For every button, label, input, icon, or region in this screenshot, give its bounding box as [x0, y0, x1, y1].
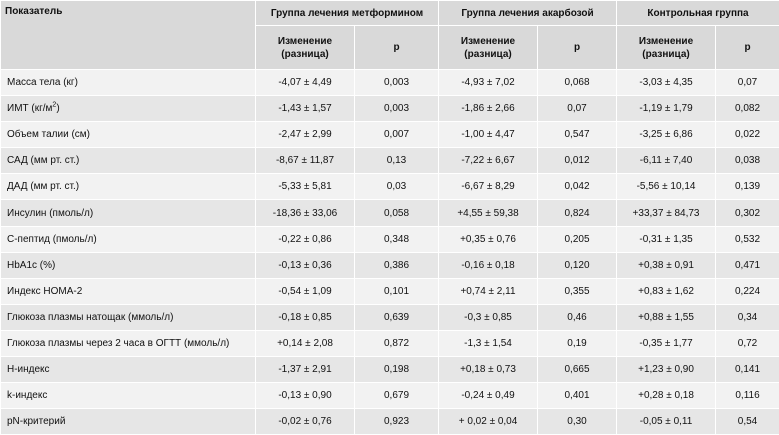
- change-cell: -1,86 ± 2,66: [439, 96, 538, 122]
- p-value-cell: 0,665: [538, 357, 617, 383]
- change-cell: +0,28 ± 0,18: [617, 383, 716, 409]
- p-value-cell: 0,639: [355, 304, 439, 330]
- row-label: [1, 96, 256, 122]
- row-label: [1, 122, 256, 148]
- change-cell: -5,33 ± 5,81: [256, 174, 355, 200]
- change-cell: +0,83 ± 1,62: [617, 278, 716, 304]
- change-cell: +1,23 ± 0,90: [617, 357, 716, 383]
- row-label-text: pN-критерий: [7, 416, 65, 427]
- row-label-text: Глюкоза плазмы натощак (ммоль/л): [7, 312, 173, 323]
- table-row: [1, 148, 779, 174]
- p-value-cell: 0,355: [538, 278, 617, 304]
- row-label: [1, 174, 256, 200]
- p-value-cell: 0,003: [355, 96, 439, 122]
- p-value-cell: 0,386: [355, 252, 439, 278]
- table-row: [1, 409, 779, 435]
- row-label-text: HbA1c (%): [7, 260, 55, 271]
- p-value-cell: 0,401: [538, 383, 617, 409]
- table-row: [1, 252, 779, 278]
- p-value-cell: 0,923: [355, 409, 439, 435]
- row-label-text: H-индекс: [7, 364, 50, 375]
- change-cell: -0,3 ± 0,85: [439, 304, 538, 330]
- p-value-cell: 0,54: [716, 409, 779, 435]
- p-value-cell: 0,824: [538, 200, 617, 226]
- p-value-cell: 0,07: [538, 96, 617, 122]
- row-label: [1, 357, 256, 383]
- p-value-cell: 0,348: [355, 226, 439, 252]
- table-header: [1, 1, 779, 70]
- change-cell: -6,67 ± 8,29: [439, 174, 538, 200]
- row-label-text: С-пептид (пмоль/л): [7, 234, 97, 245]
- p-value-cell: 0,19: [538, 330, 617, 356]
- row-label: [1, 148, 256, 174]
- change-cell: -2,47 ± 2,99: [256, 122, 355, 148]
- change-cell: +33,37 ± 84,73: [617, 200, 716, 226]
- row-label-superscript: 2: [52, 102, 56, 109]
- p-value-cell: 0,141: [716, 357, 779, 383]
- row-label: [1, 304, 256, 330]
- p-value-cell: 0,03: [355, 174, 439, 200]
- row-label: [1, 200, 256, 226]
- change-cell: -0,24 ± 0,49: [439, 383, 538, 409]
- change-cell: -18,36 ± 33,06: [256, 200, 355, 226]
- change-cell: -1,19 ± 1,79: [617, 96, 716, 122]
- p-value-cell: 0,471: [716, 252, 779, 278]
- table-row: [1, 96, 779, 122]
- group-header-control: Контрольная группа: [617, 1, 779, 26]
- p-value-cell: 0,679: [355, 383, 439, 409]
- indicator-header: Показатель: [1, 1, 256, 70]
- change-cell: +0,14 ± 2,08: [256, 330, 355, 356]
- table-row: [1, 383, 779, 409]
- row-label: [1, 330, 256, 356]
- change-cell: -5,56 ± 10,14: [617, 174, 716, 200]
- p-value-cell: 0,34: [716, 304, 779, 330]
- change-cell: -0,35 ± 1,77: [617, 330, 716, 356]
- p-header: p: [355, 26, 439, 70]
- change-cell: -1,3 ± 1,54: [439, 330, 538, 356]
- group-header-acarbose: Группа лечения акарбозой: [439, 1, 617, 26]
- p-value-cell: 0,07: [716, 70, 779, 96]
- row-label-text: ИМТ (кг/м: [7, 103, 52, 114]
- p-value-cell: 0,012: [538, 148, 617, 174]
- row-label: [1, 383, 256, 409]
- row-label: [1, 278, 256, 304]
- change-cell: -0,54 ± 1,09: [256, 278, 355, 304]
- p-value-cell: 0,532: [716, 226, 779, 252]
- change-cell: -0,02 ± 0,76: [256, 409, 355, 435]
- table-row: [1, 70, 779, 96]
- p-value-cell: 0,101: [355, 278, 439, 304]
- change-cell: +0,38 ± 0,91: [617, 252, 716, 278]
- change-cell: +0,18 ± 0,73: [439, 357, 538, 383]
- table-row: [1, 330, 779, 356]
- p-value-cell: 0,30: [538, 409, 617, 435]
- change-cell: -0,13 ± 0,36: [256, 252, 355, 278]
- p-value-cell: 0,038: [716, 148, 779, 174]
- p-value-cell: 0,872: [355, 330, 439, 356]
- p-value-cell: 0,068: [538, 70, 617, 96]
- change-cell: +0,35 ± 0,76: [439, 226, 538, 252]
- p-value-cell: 0,205: [538, 226, 617, 252]
- p-value-cell: 0,007: [355, 122, 439, 148]
- table-row: [1, 357, 779, 383]
- p-value-cell: 0,547: [538, 122, 617, 148]
- row-label-text: Индекс HOMA-2: [7, 286, 82, 297]
- change-cell: +0,74 ± 2,11: [439, 278, 538, 304]
- change-cell: -0,13 ± 0,90: [256, 383, 355, 409]
- p-value-cell: 0,198: [355, 357, 439, 383]
- change-cell: -4,07 ± 4,49: [256, 70, 355, 96]
- p-value-cell: 0,72: [716, 330, 779, 356]
- change-cell: -1,43 ± 1,57: [256, 96, 355, 122]
- p-value-cell: 0,302: [716, 200, 779, 226]
- table-row: [1, 174, 779, 200]
- p-value-cell: 0,042: [538, 174, 617, 200]
- row-label-text: Глюкоза плазмы через 2 часа в ОГТТ (ммоль/л): [7, 338, 229, 349]
- row-label-text: Масса тела (кг): [7, 77, 78, 88]
- row-label-suffix: ): [56, 103, 59, 114]
- p-value-cell: 0,120: [538, 252, 617, 278]
- table-row: [1, 122, 779, 148]
- change-cell: -8,67 ± 11,87: [256, 148, 355, 174]
- change-header: Изменение (разница): [617, 26, 716, 70]
- p-value-cell: 0,46: [538, 304, 617, 330]
- p-value-cell: 0,116: [716, 383, 779, 409]
- change-header: Изменение (разница): [256, 26, 355, 70]
- change-cell: +4,55 ± 59,38: [439, 200, 538, 226]
- change-cell: -4,93 ± 7,02: [439, 70, 538, 96]
- change-cell: -3,03 ± 4,35: [617, 70, 716, 96]
- p-header: p: [716, 26, 779, 70]
- row-label-text: Объем талии (см): [7, 129, 90, 140]
- row-label: [1, 409, 256, 435]
- change-cell: + 0,02 ± 0,04: [439, 409, 538, 435]
- change-cell: -1,37 ± 2,91: [256, 357, 355, 383]
- group-header-metformin: Группа лечения метформином: [256, 1, 439, 26]
- row-label-text: САД (мм рт. ст.): [7, 155, 79, 166]
- change-cell: -0,05 ± 0,11: [617, 409, 716, 435]
- p-value-cell: 0,058: [355, 200, 439, 226]
- row-label: [1, 70, 256, 96]
- change-cell: -0,31 ± 1,35: [617, 226, 716, 252]
- table-row: [1, 200, 779, 226]
- change-cell: -3,25 ± 6,86: [617, 122, 716, 148]
- p-value-cell: 0,13: [355, 148, 439, 174]
- change-cell: -6,11 ± 7,40: [617, 148, 716, 174]
- p-header: p: [538, 26, 617, 70]
- change-cell: -1,00 ± 4,47: [439, 122, 538, 148]
- row-label-text: Инсулин (пмоль/л): [7, 208, 93, 219]
- p-value-cell: 0,003: [355, 70, 439, 96]
- p-value-cell: 0,224: [716, 278, 779, 304]
- row-label-text: ДАД (мм рт. ст.): [7, 181, 79, 192]
- table-row: [1, 226, 779, 252]
- row-label: [1, 226, 256, 252]
- change-cell: -0,22 ± 0,86: [256, 226, 355, 252]
- change-cell: -0,16 ± 0,18: [439, 252, 538, 278]
- change-cell: -0,18 ± 0,85: [256, 304, 355, 330]
- row-label-text: k-индекс: [7, 390, 47, 401]
- p-value-cell: 0,082: [716, 96, 779, 122]
- change-header: Изменение (разница): [439, 26, 538, 70]
- change-cell: +0,88 ± 1,55: [617, 304, 716, 330]
- row-label: [1, 252, 256, 278]
- change-cell: -7,22 ± 6,67: [439, 148, 538, 174]
- table-body: [1, 70, 779, 435]
- p-value-cell: 0,022: [716, 122, 779, 148]
- table-row: [1, 278, 779, 304]
- table-row: [1, 304, 779, 330]
- p-value-cell: 0,139: [716, 174, 779, 200]
